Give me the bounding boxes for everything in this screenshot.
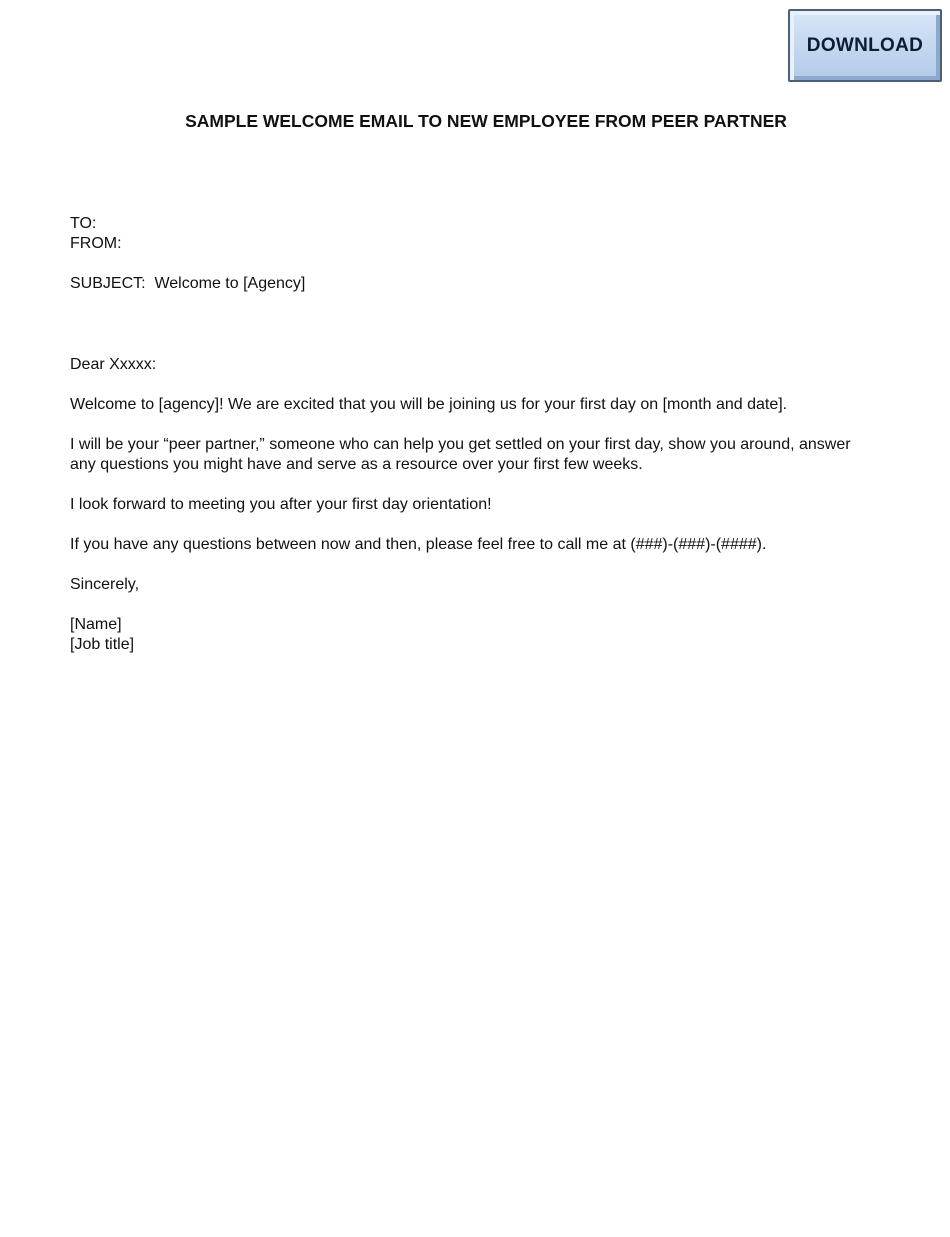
from-field-label: FROM: <box>70 235 122 252</box>
signature-title: [Job title] <box>70 636 135 653</box>
paragraph-contact: If you have any questions between now and then, please feel free to call me at (###)-(###)-(####). <box>70 536 767 553</box>
download-button[interactable]: DOWNLOAD <box>788 9 942 82</box>
to-field-label: TO: <box>70 215 97 232</box>
paragraph-welcome: Welcome to [agency]! We are excited that you will be joining us for your first day on [month and date]. <box>70 396 788 413</box>
closing: Sincerely, <box>70 576 140 593</box>
signature-name: [Name] <box>70 616 122 633</box>
paragraph-peer-partner: I will be your “peer partner,” someone who can help you get settled on your first day, show you around, answer any questions you might have and serve as a resource over your first few weeks. <box>70 436 856 473</box>
subject-line: SUBJECT: Welcome to [Agency] <box>70 275 306 292</box>
document-title: SAMPLE WELCOME EMAIL TO NEW EMPLOYEE FROM PEER PARTNER <box>185 111 787 131</box>
greeting: Dear Xxxxx: <box>70 356 157 373</box>
paragraph-orientation: I look forward to meeting you after your first day orientation! <box>70 496 492 513</box>
